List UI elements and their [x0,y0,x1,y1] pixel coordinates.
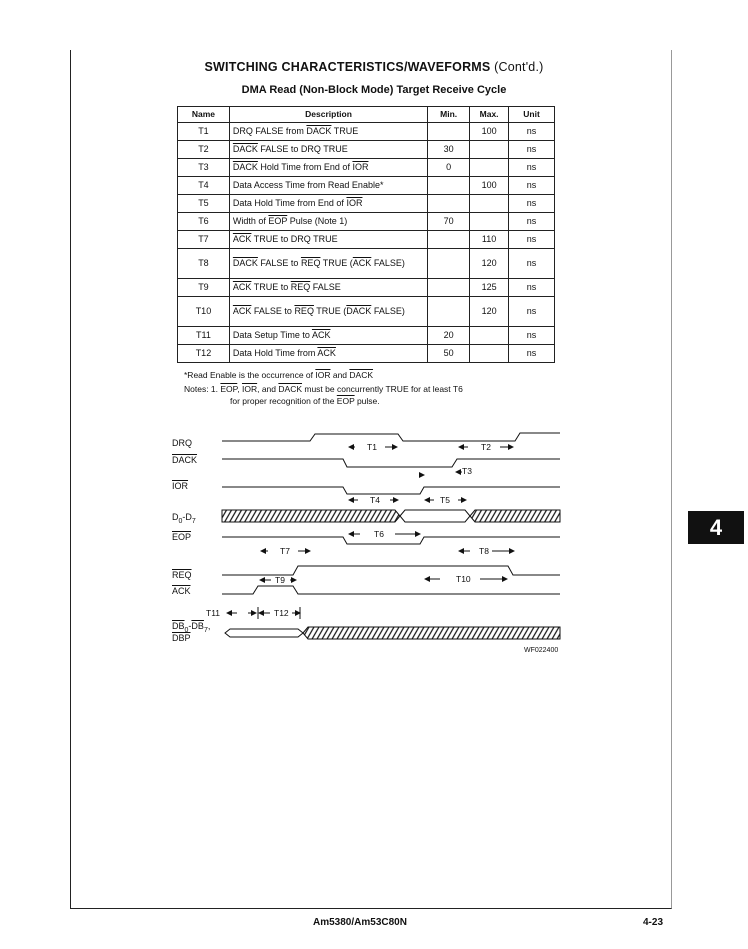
figure-id: WF022400 [524,647,559,654]
cell-min: 0 [428,159,470,177]
cell-name: T3 [178,159,230,177]
cell-unit: ns [509,213,555,231]
ack-waveform [222,586,560,594]
note-line-1: Notes: 1. $\overline{EOP}$, $\overline{IOR}$, and DACK must be concurrently TRUE for at least T6 [184,384,463,394]
section-title-text: SWITCHING CHARACTERISTICS/WAVEFORMS [204,60,491,74]
cell-unit: ns [509,123,555,141]
signal-label-dbp: $\overline{DBP}$ [172,633,191,643]
timing-label-t2: T2 [481,442,491,452]
cell-unit: ns [509,141,555,159]
timing-label-t5: T5 [440,495,450,505]
cell-min: 30 [428,141,470,159]
cell-max: 100 [470,123,509,141]
cell-name: T1 [178,123,230,141]
cell-unit: ns [509,327,555,345]
cell-description: Data Hold Time from End of $\overline{IOR}$ [229,195,427,213]
timing-label-t6: T6 [374,529,384,539]
cell-unit: ns [509,249,555,279]
cell-name: T4 [178,177,230,195]
timing-label-t3: T3 [462,466,472,476]
col-header-name: Name [178,107,230,123]
cell-name: T10 [178,297,230,327]
col-header-min: Min. [428,107,470,123]
chapter-tab: 4 [688,511,744,544]
dack-waveform [222,459,560,467]
timing-label-t10: T10 [456,574,471,584]
timing-label-t1: T1 [367,442,377,452]
cell-name: T7 [178,231,230,249]
cell-min: 70 [428,213,470,231]
cell-max: 125 [470,279,509,297]
ior-waveform [222,487,560,494]
cell-name: T2 [178,141,230,159]
cell-name: T11 [178,327,230,345]
cell-unit: ns [509,297,555,327]
footnote: *Read Enable is the occurrence of $\overline{IOR}$ and DACK [184,370,374,380]
timing-label-t7: T7 [280,546,290,556]
cell-unit: ns [509,177,555,195]
signal-label-eop: $\overline{EOP}$ [172,532,192,542]
signal-label-req: $\overline{REQ}$ [172,570,192,580]
cell-name: T12 [178,345,230,363]
note-line-2: for proper recognition of the $\overline{EOP}$ pulse. [230,396,380,406]
cell-name: T5 [178,195,230,213]
cell-description: Width of $\overline{EOP}$ Pulse (Note 1) [229,213,427,231]
cell-unit: ns [509,231,555,249]
cell-description: DACK Hold Time from End of $\overline{IOR}$ [229,159,427,177]
col-header-description: Description [229,107,427,123]
cell-unit: ns [509,345,555,363]
cell-description: Data Access Time from Read Enable* [229,177,427,195]
cell-description: DACK FALSE to DRQ TRUE [229,141,427,159]
signal-label-dack: DACK [172,455,198,465]
cell-name: T6 [178,213,230,231]
col-header-unit: Unit [509,107,555,123]
timing-label-t8: T8 [479,546,489,556]
req-waveform [222,566,560,575]
cell-max: 100 [470,177,509,195]
cell-description: $\overline{ACK}$ FALSE to $\overline{REQ}$ TRUE (DACK FALSE) [229,297,427,327]
signal-label-ior: $\overline{IOR}$ [172,481,189,491]
cell-name: T8 [178,249,230,279]
signal-label-ack: $\overline{ACK}$ [172,586,191,596]
cell-min: 50 [428,345,470,363]
footer-page-number: 4-23 [643,917,664,928]
cell-description: DACK FALSE to $\overline{REQ}$ TRUE ($\overline{ACK}$ FALSE) [229,249,427,279]
timing-label-t11: T11 [206,608,221,618]
cell-name: T9 [178,279,230,297]
timing-label-t12: T12 [274,608,289,618]
signal-label-drq: DRQ [172,438,192,448]
cell-unit: ns [509,159,555,177]
eop-waveform [222,537,560,544]
section-title-suffix: (Cont'd.) [494,60,544,74]
cell-unit: ns [509,195,555,213]
cell-description: $\overline{ACK}$ TRUE to DRQ TRUE [229,231,427,249]
db-bus-waveform [225,627,560,639]
cell-max: 110 [470,231,509,249]
cell-max: 120 [470,297,509,327]
cell-description: $\overline{ACK}$ TRUE to $\overline{REQ}$ FALSE [229,279,427,297]
cell-max: 120 [470,249,509,279]
timing-label-t9: T9 [275,575,285,585]
col-header-max: Max. [470,107,509,123]
data-bus-waveform [222,510,560,522]
timing-label-t4: T4 [370,495,380,505]
footer-part-number: Am5380/Am53C80N [313,917,407,928]
cell-min: 20 [428,327,470,345]
cell-description: DRQ FALSE from DACK TRUE [229,123,427,141]
cell-description: Data Hold Time from $\overline{ACK}$ [229,345,427,363]
drq-waveform [222,433,560,441]
signal-label-data: $D_0-D_7$ [172,512,196,525]
cell-unit: ns [509,279,555,297]
cell-description: Data Setup Time to $\overline{ACK}$ [229,327,427,345]
signal-label-db: $\overline{DB}_0-\overline{DB}_7$, [172,621,211,634]
subtitle: DMA Read (Non-Block Mode) Target Receive Cycle [241,84,507,96]
